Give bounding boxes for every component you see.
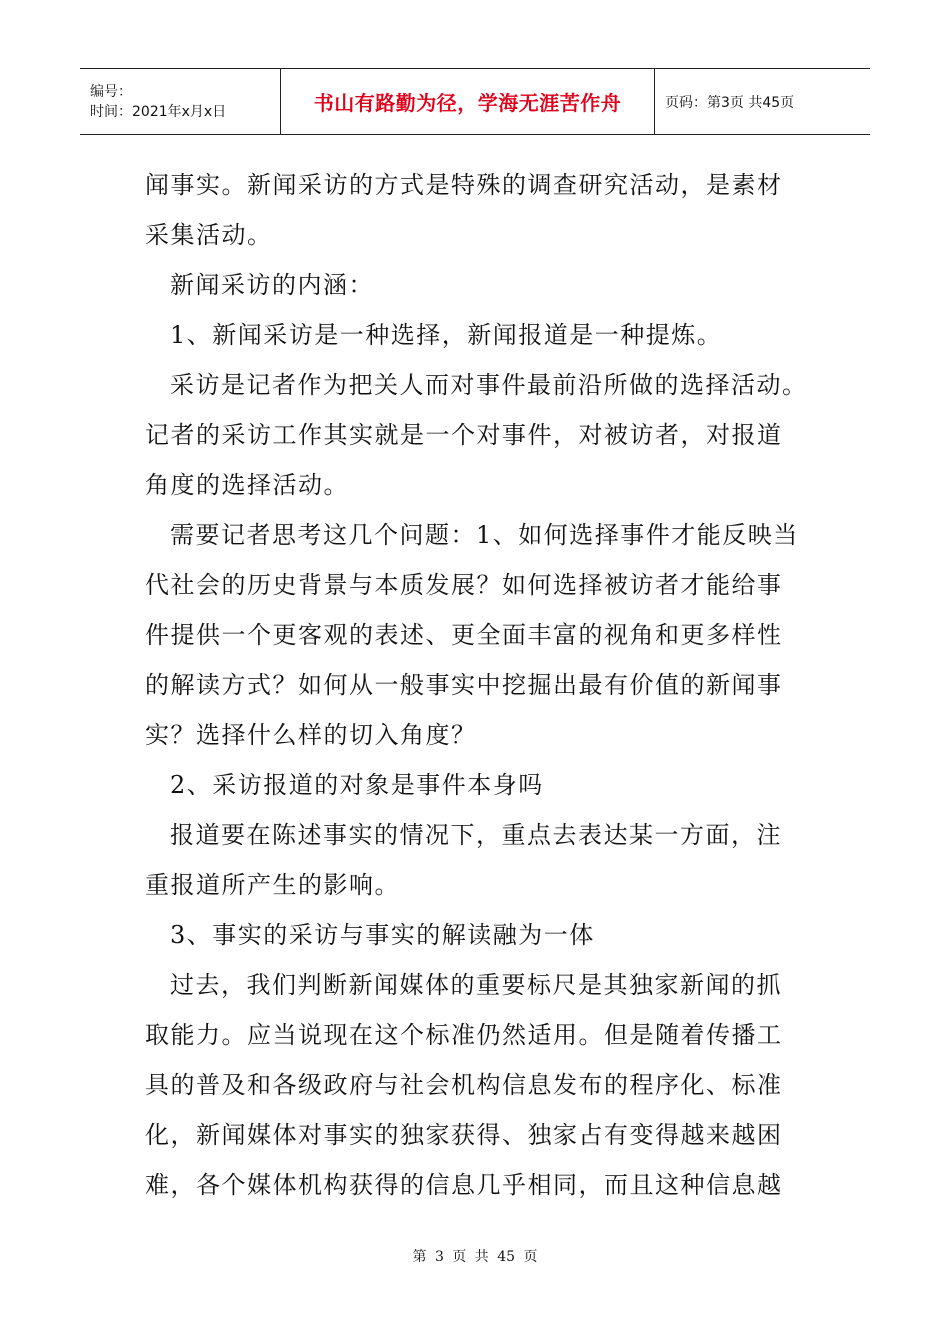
page-footer: [0, 1246, 950, 1266]
header-page-info: [655, 69, 870, 134]
header-motto: [281, 69, 655, 134]
body-line: 取能力。应当说现在这个标准仍然适用。但是随着传播工: [145, 1021, 783, 1049]
body-line: 难，各个媒体机构获得的信息几乎相同，而且这种信息越: [145, 1171, 783, 1199]
footer-page-number: 第 3 页 共 45 页: [412, 1249, 538, 1265]
date-label: 时间：2021年x月x日: [90, 103, 227, 120]
body-line: 报道要在陈述事实的情况下，重点去表达某一方面，注: [170, 821, 782, 849]
body-line: 3、事实的采访与事实的解读融为一体: [170, 921, 595, 949]
body-line: 重报道所产生的影响。: [145, 871, 400, 899]
body-line: 实？选择什么样的切入角度？: [145, 721, 477, 749]
body-line: 采集活动。: [145, 221, 273, 249]
body-line: 采访是记者作为把关人而对事件最前沿所做的选择活动。: [170, 371, 808, 399]
body-line: 过去，我们判断新闻媒体的重要标尺是其独家新闻的抓: [170, 971, 782, 999]
body-line: 化，新闻媒体对事实的独家获得、独家占有变得越来越困: [145, 1121, 783, 1149]
body-line: 的解读方式？如何从一般事实中挖掘出最有价值的新闻事: [145, 671, 783, 699]
body-line: 记者的采访工作其实就是一个对事件，对被访者，对报道: [145, 421, 783, 449]
page-info-text: 页码：第3页 共45页: [665, 94, 795, 111]
body-line: 2、采访报道的对象是事件本身吗: [170, 771, 544, 799]
body-line: 角度的选择活动。: [145, 471, 349, 499]
header-meta: [80, 69, 281, 134]
body-line: 代社会的历史背景与本质发展？如何选择被访者才能给事: [145, 571, 783, 599]
motto-text: 书山有路勤为径，学海无涯苦作舟: [313, 91, 622, 115]
body-line: 新闻采访的内涵：: [170, 271, 374, 299]
body-line: 件提供一个更客观的表述、更全面丰富的视角和更多样性: [145, 621, 783, 649]
body-line: 具的普及和各级政府与社会机构信息发布的程序化、标准: [145, 1071, 783, 1099]
body-line: 1、新闻采访是一种选择，新闻报道是一种提炼。: [170, 321, 723, 349]
page-header: [80, 68, 870, 135]
serial-number-label: 编号：: [90, 83, 132, 100]
body-line: 需要记者思考这几个问题：1、如何选择事件才能反映当: [170, 521, 799, 549]
body-line: 闻事实。新闻采访的方式是特殊的调查研究活动，是素材: [145, 171, 783, 199]
